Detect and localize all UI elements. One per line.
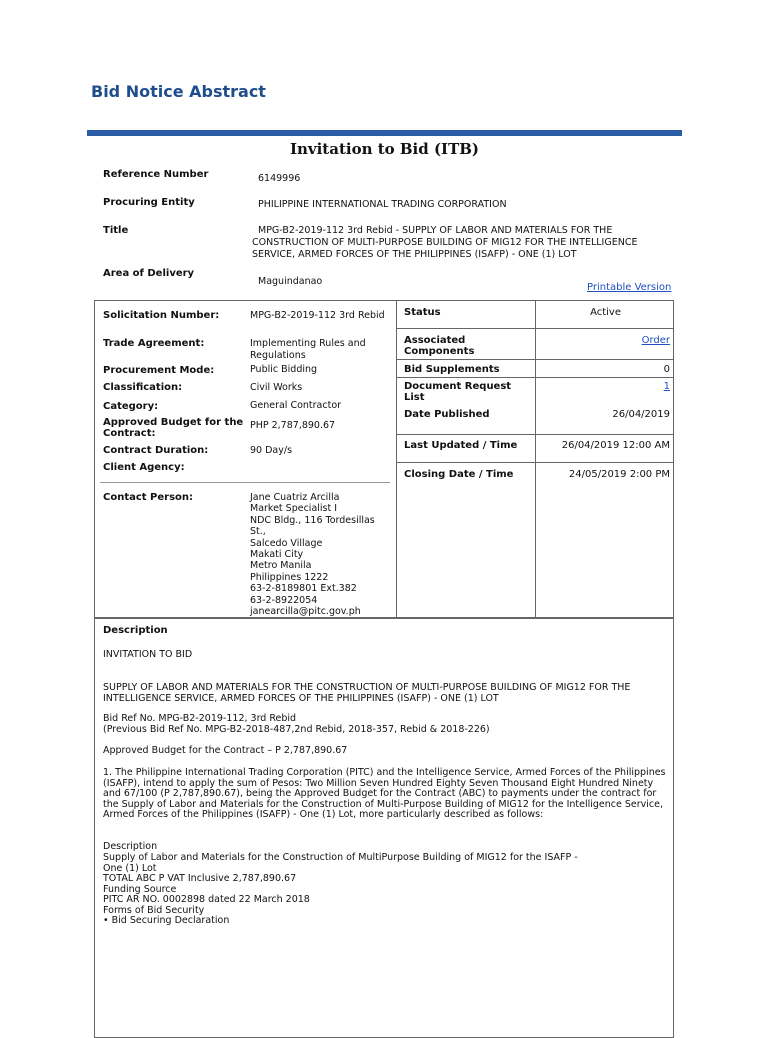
contact-address-line: Salcedo Village: [250, 537, 323, 549]
category-label: Category:: [103, 401, 159, 412]
description-heading: Description: [103, 625, 168, 636]
trade-agreement-value: Implementing Rules and Regulations: [250, 338, 366, 361]
solicitation-number-label: Solicitation Number:: [103, 310, 220, 321]
approved-budget-label: Approved Budget for the Contract:: [103, 417, 244, 439]
bid-supplements-label: Bid Supplements: [404, 364, 500, 375]
area-of-delivery-label: Area of Delivery: [103, 268, 195, 279]
description-line: • Bid Securing Declaration: [103, 915, 230, 926]
contact-phone: 63-2-8189801 Ext.382: [250, 583, 357, 595]
description-line: Supply of Labor and Materials for the Construction of MultiPurpose Building of MIG12 for the ISAFP - One (1) Lot: [103, 852, 578, 874]
closing-date-label: Closing Date / Time: [404, 469, 514, 480]
page-title: Bid Notice Abstract: [91, 82, 266, 101]
contact-separator: [100, 482, 390, 483]
description-paragraph: Bid Ref No. MPG-B2-2019-112, 3rd Rebid: [103, 713, 297, 724]
description-line: PITC AR NO. 0002898 dated 22 March 2018: [103, 894, 310, 905]
description-paragraph: 1. The Philippine International Trading Corporation (PITC) and the Intelligence Service, Armed Forces of the Philippines (ISAFP), intend to apply the sum of Pesos: Two Million Seven Hundred Eighty Seven Thousand Eight Hundred Ninety and 67/100 (P 2,787,890.67), being the Approved Budget for the Contract (ABC) to payments under the contract for the Supply of Labor and Materials for the Construction of Multi-Purpose Building of MIG12 for the Intelligence Service, Armed Forces of the Philippines (ISAFP) - One (1) Lot, more particularly described as follows:: [103, 767, 666, 820]
contact-address-line: Metro Manila: [250, 560, 312, 572]
approved-budget-value: PHP 2,787,890.67: [250, 420, 336, 431]
description-line: Description: [103, 841, 158, 852]
status-value: Active: [590, 307, 621, 318]
bid-supplements-value: 0: [663, 364, 670, 375]
description-paragraph: Approved Budget for the Contract – P 2,787,890.67: [103, 745, 348, 756]
date-published-label: Date Published: [404, 409, 490, 420]
description-paragraph: INVITATION TO BID: [103, 649, 193, 660]
description-paragraph: SUPPLY OF LABOR AND MATERIALS FOR THE CONSTRUCTION OF MULTI-PURPOSE BUILDING OF MIG12 FOR THE INTELLIGENCE SERVICE, ARMED FORCES OF THE PHILIPPINES (ISAFP) - ONE (1) LOT: [103, 682, 631, 704]
title-value: MPG-B2-2019-112 3rd Rebid - SUPPLY OF LABOR AND MATERIALS FOR THE CONSTRUCTION OF MULTI-PURPOSE BUILDING OF MIG12 FOR THE INTELLIGENCE SERVICE, ARMED FORCES OF THE PHILIPPINES (ISAFP) - ONE (1) LOT: [252, 225, 638, 260]
last-updated-label: Last Updated / Time: [404, 440, 518, 451]
title-label: Title: [103, 225, 129, 236]
document-request-link[interactable]: 1: [663, 381, 670, 392]
printable-version-link[interactable]: Printable Version: [587, 282, 672, 293]
reference-number-label: Reference Number: [103, 169, 209, 180]
category-value: General Contractor: [250, 400, 342, 411]
closing-date-value: 24/05/2019 2:00 PM: [568, 469, 670, 480]
contract-duration-value: 90 Day/s: [250, 445, 293, 456]
description-line: Forms of Bid Security: [103, 905, 205, 916]
associated-components-label: Associated Components: [404, 335, 475, 357]
procuring-entity-value: PHILIPPINE INTERNATIONAL TRADING CORPORATION: [258, 199, 507, 210]
contact-address-line: NDC Bldg., 116 Tordesillas: [250, 514, 375, 526]
date-published-value: 26/04/2019: [612, 409, 670, 420]
client-agency-label: Client Agency:: [103, 462, 185, 473]
solicitation-number-value: MPG-B2-2019-112 3rd Rebid: [250, 310, 385, 321]
contact-fax: 63-2-8922054: [250, 594, 318, 606]
description-paragraph: (Previous Bid Ref No. MPG-B2-2018-487,2nd Rebid, 2018-357, Rebid & 2018-226): [103, 724, 490, 735]
area-of-delivery-value: Maguindanao: [258, 276, 323, 287]
contact-position: Market Specialist I: [250, 503, 338, 515]
classification-value: Civil Works: [250, 382, 303, 393]
status-label: Status: [404, 307, 441, 318]
classification-label: Classification:: [103, 382, 183, 393]
description-line: Funding Source: [103, 884, 177, 895]
description-box: [94, 618, 674, 1038]
order-link[interactable]: Order: [641, 335, 670, 346]
contact-address-line: Philippines 1222: [250, 571, 329, 583]
contract-duration-label: Contract Duration:: [103, 445, 209, 456]
reference-number-value: 6149996: [258, 173, 301, 184]
contact-person-label: Contact Person:: [103, 492, 194, 503]
contact-person-block: [250, 492, 395, 617]
description-line: TOTAL ABC P VAT Inclusive 2,787,890.67: [103, 873, 297, 884]
contact-email[interactable]: janearcilla@pitc.gov.ph: [250, 606, 361, 618]
itb-title: Invitation to Bid (ITB): [289, 140, 480, 158]
contact-address-line: St.,: [250, 526, 266, 538]
contact-name: Jane Cuatriz Arcilla: [250, 492, 340, 503]
contact-address-line: Makati City: [250, 549, 304, 561]
trade-agreement-label: Trade Agreement:: [103, 338, 205, 349]
last-updated-value: 26/04/2019 12:00 AM: [561, 440, 670, 451]
procuring-entity-label: Procuring Entity: [103, 197, 195, 208]
document-request-label: Document Request List: [404, 381, 512, 403]
procurement-mode-value: Public Bidding: [250, 364, 318, 375]
procurement-mode-label: Procurement Mode:: [103, 365, 215, 376]
header-rule: [87, 130, 682, 136]
